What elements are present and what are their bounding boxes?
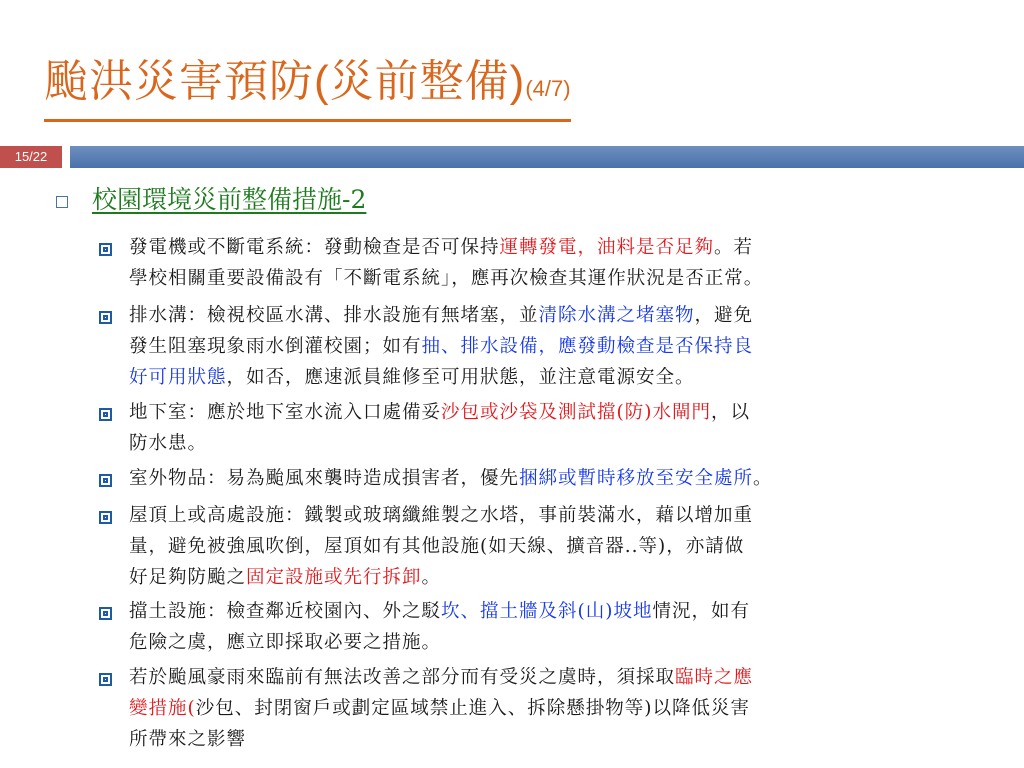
- text-segment: 排水溝：檢視校區水溝、排水設施有無堵塞，並: [129, 305, 539, 326]
- item-text: [129, 662, 753, 755]
- item-text: [129, 500, 753, 593]
- title-middle: 災前整備: [329, 56, 510, 107]
- text-segment: ，如否，應速派員維修至可用狀態，並注意電源安全。: [226, 367, 695, 388]
- text-segment: ，以: [710, 402, 750, 423]
- text-segment: 若於颱風豪雨來臨前有無法改善之部分而有受災之虞時，須採取: [129, 667, 676, 688]
- item-line: [129, 662, 753, 693]
- highlight-red: 變措施(: [129, 698, 196, 719]
- text-segment: 地下室：應於地下室水流入口處備妥: [129, 402, 442, 423]
- item-line: 學校相關重要設備設有「不斷電系統」，應再次檢查其運作狀況是否正常。: [129, 268, 764, 289]
- item-line: [129, 463, 773, 494]
- item-line: 量，避免被強風吹倒，屋頂如有其他設施(如天線、擴音器..等)，亦請做: [129, 536, 745, 557]
- section-bullet-icon: [56, 196, 68, 208]
- item-line: 所帶來之影響: [129, 729, 247, 750]
- item-text: [129, 300, 753, 393]
- text-segment: 。若: [714, 237, 754, 258]
- title-sub: (4/7): [525, 76, 571, 101]
- highlight-blue: 清除水溝之堵塞物: [538, 305, 695, 326]
- item-line: 屋頂上或高處設施：鐵製或玻璃纖維製之水塔，事前裝滿水，藉以增加重: [129, 505, 754, 526]
- text-segment: 室外物品：易為颱風來襲時造成損害者，優先: [129, 468, 520, 489]
- square-bullet-icon: [99, 673, 112, 686]
- item-text: [129, 232, 763, 294]
- item-line: 危險之虞，應立即採取必要之措施。: [129, 632, 442, 653]
- title-open-paren: (: [314, 57, 330, 106]
- square-bullet-icon: [99, 511, 112, 524]
- highlight-red: 臨時之應: [675, 667, 754, 688]
- highlight-blue: 坎、擋土牆及斜(山)坡地: [441, 601, 653, 622]
- highlight-red: 運轉發電，油料是否足夠: [499, 237, 715, 258]
- text-segment: 。: [421, 567, 442, 588]
- highlight-red: 固定設施或先行拆卸: [246, 567, 422, 588]
- highlight-blue: 好可用狀態: [129, 367, 227, 388]
- item-line: [129, 397, 750, 428]
- title-main: 颱洪災害預防: [44, 56, 314, 107]
- text-segment: 擋土設施：檢查鄰近校園內、外之駁: [129, 601, 442, 622]
- item-line: 防水患。: [129, 433, 208, 454]
- text-segment: 發生阻塞現象雨水倒灌校園；如有: [129, 336, 422, 357]
- text-segment: 發電機或不斷電系統：發動檢查是否可保持: [129, 237, 500, 258]
- highlight-blue: 抽、排水設備，應發動檢查是否保持良: [421, 336, 754, 357]
- text-segment: 。: [753, 468, 773, 489]
- item-text: [129, 463, 773, 494]
- square-bullet-icon: [99, 474, 112, 487]
- square-bullet-icon: [99, 311, 112, 324]
- item-line: [129, 300, 753, 331]
- page-number-badge: 15/22: [0, 146, 62, 168]
- highlight-red: 沙包或沙袋及測試擋(防)水閘門: [441, 402, 711, 423]
- square-bullet-icon: [99, 408, 112, 421]
- item-text: [129, 397, 750, 459]
- item-line: [129, 362, 753, 393]
- item-line: [129, 693, 753, 724]
- item-line: [129, 331, 753, 362]
- item-line: [129, 232, 763, 263]
- text-segment: ，避免: [694, 305, 754, 326]
- item-text: [129, 596, 750, 658]
- title-close-paren: ): [509, 57, 526, 106]
- text-segment: 好足夠防颱之: [129, 567, 247, 588]
- item-line: [129, 596, 750, 627]
- item-line: [129, 562, 753, 593]
- text-segment: 沙包、封閉窗戶或劃定區域禁止進入、拆除懸掛物等)以降低災害: [195, 698, 750, 719]
- highlight-blue: 捆綁或暫時移放至安全處所: [519, 468, 754, 489]
- section-title: 校園環境災前整備措施-2: [92, 185, 367, 214]
- text-segment: 情況，如有: [652, 601, 750, 622]
- square-bullet-icon: [99, 243, 112, 256]
- square-bullet-icon: [99, 607, 112, 620]
